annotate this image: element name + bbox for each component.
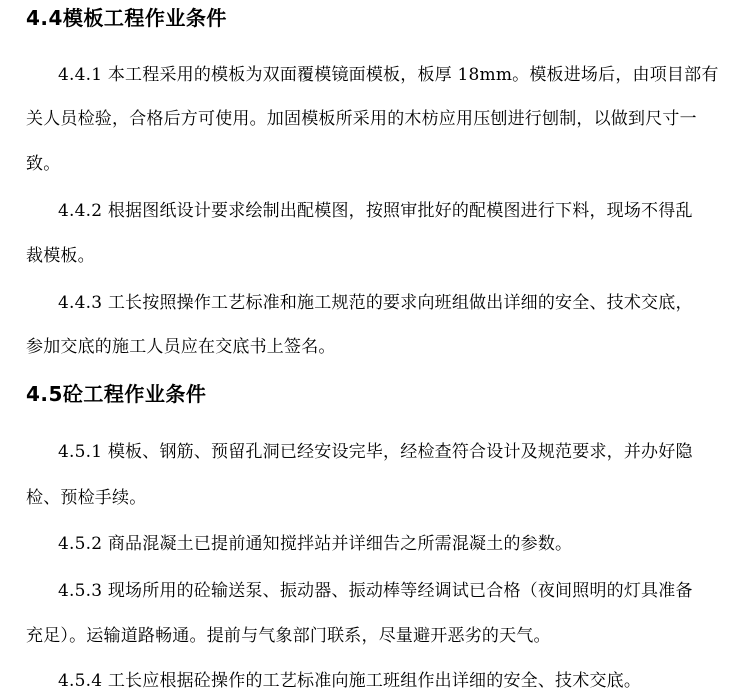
paragraph-4-5-2-line-1: 4.5.2 商品混凝土已提前通知搅拌站并详细告之所需混凝土的参数。 <box>58 534 573 554</box>
paragraph-4-4-3-line-2: 参加交底的施工人员应在交底书上签名。 <box>26 337 336 357</box>
paragraph-4-5-3-line-2: 充足）。运输道路畅通。提前与气象部门联系，尽量避开恶劣的天气。 <box>26 626 551 646</box>
paragraph-4-5-4-line-1: 4.5.4 工长应根据砼操作的工艺标准向施工班组作出详细的安全、技术交底。 <box>58 671 642 691</box>
paragraph-4-4-1-line-3: 致。 <box>26 154 61 174</box>
paragraph-4-5-3-line-1: 4.5.3 现场所用的砼输送泵、振动器、振动棒等经调试已合格（夜间照明的灯具准备 <box>58 581 693 601</box>
paragraph-4-4-1-line-1: 4.4.1 本工程采用的模板为双面覆模镜面模板，板厚 18mm。模板进场后，由项目部有 <box>58 65 719 85</box>
section-heading-4-4: 4.4模板工程作业条件 <box>26 6 227 30</box>
paragraph-4-4-2-line-2: 裁模板。 <box>26 246 95 266</box>
paragraph-4-4-2-line-1: 4.4.2 根据图纸设计要求绘制出配模图，按照审批好的配模图进行下料，现场不得乱 <box>58 201 693 221</box>
paragraph-4-5-1-line-2: 检、预检手续。 <box>26 488 147 508</box>
paragraph-4-4-3-line-1: 4.4.3 工长按照操作工艺标准和施工规范的要求向班组做出详细的安全、技术交底， <box>58 293 693 313</box>
paragraph-4-4-1-line-2: 关人员检验，合格后方可使用。加固模板所采用的木枋应用压刨进行刨制，以做到尺寸一 <box>26 109 697 129</box>
paragraph-4-5-1-line-1: 4.5.1 模板、钢筋、预留孔洞已经安设完毕，经检查符合设计及规范要求，并办好隐 <box>58 442 693 462</box>
section-heading-4-5: 4.5砼工程作业条件 <box>26 382 207 406</box>
